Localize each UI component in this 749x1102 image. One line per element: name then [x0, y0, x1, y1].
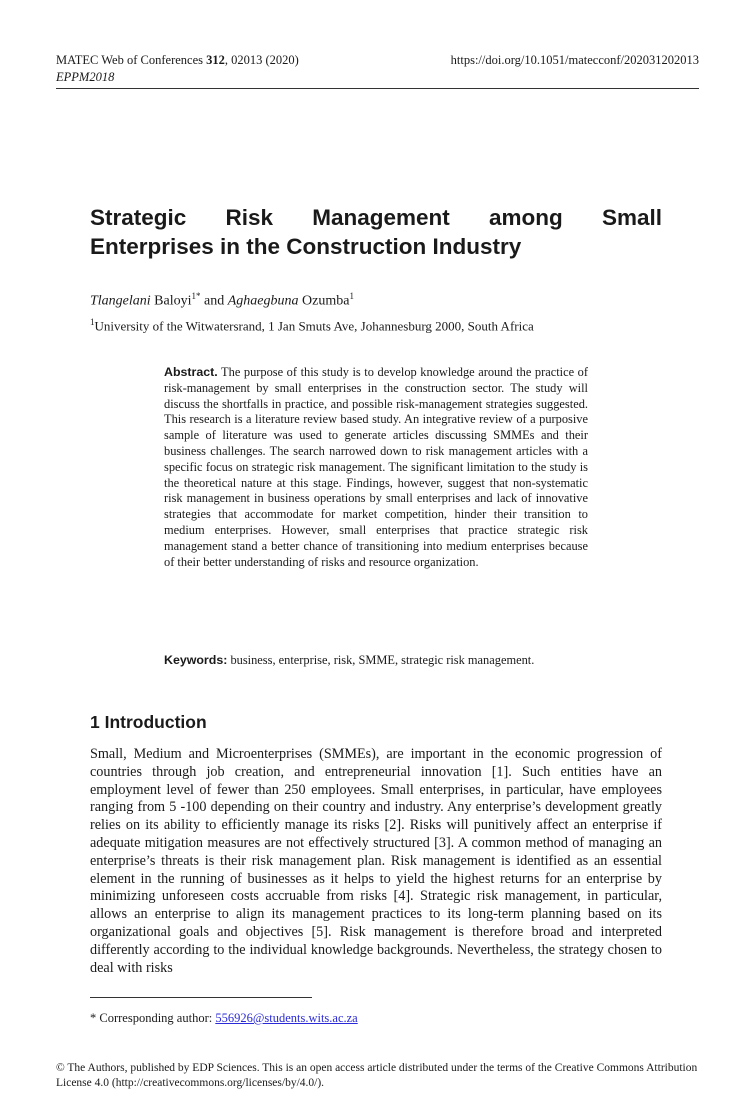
- author-2-family: Ozumba: [298, 293, 350, 309]
- title-line-1: Strategic Risk Management among Small: [90, 205, 662, 230]
- author-1-family: Baloyi: [150, 293, 192, 309]
- journal-citation: MATEC Web of Conferences 312, 02013 (2020): [56, 53, 299, 67]
- title-line-2: Enterprises in the Construction Industry: [90, 234, 522, 259]
- volume-number: 312: [206, 53, 225, 67]
- author-list: Tlangelani Baloyi$^{1*}$ and Aghaegbuna Ozumba$^1$: [90, 291, 354, 309]
- affiliation: $^1$University of the Witwatersrand, 1 Jan Smuts Ave, Johannesburg 2000, South Africa: [90, 317, 534, 334]
- author-1-affiliation-mark: 1*: [191, 291, 201, 301]
- running-header-left: [56, 52, 299, 86]
- conference-name: EPPM2018: [56, 70, 115, 84]
- keywords-label: Keywords:: [164, 653, 228, 667]
- keywords: [164, 652, 594, 668]
- license-notice: © The Authors, published by EDP Sciences. This is an open access article distributed under the terms of the Creative Commons Attribution License 4.0 (http://creativecommons.org/licenses/by/4.0/).: [56, 1062, 698, 1089]
- abstract-label: Abstract.: [164, 365, 218, 379]
- header-divider: [56, 88, 699, 89]
- section-heading: 1 Introduction: [90, 712, 207, 732]
- keywords-text: business, enterprise, risk, SMME, strategic risk management.: [227, 653, 535, 667]
- author-1-given: Tlangelani: [90, 293, 151, 309]
- footnote: * Corresponding author: 556926@students.wits.ac.za: [90, 1011, 358, 1025]
- doi-link[interactable]: https://doi.org/10.1051/matecconf/202031202013: [450, 53, 699, 67]
- footnote-divider: [90, 997, 312, 998]
- author-2-given: Aghaegbuna: [227, 293, 299, 309]
- abstract: [164, 365, 588, 570]
- introduction-paragraph: Small, Medium and Microenterprises (SMMEs), are important in the economic progression of countries through job creation, and entrepreneurial innovation [1]. Such entities have an employment level of fewer than 250 employees. Small enterprises, in particular, have employees ranging from 5 -100 depending on their country and industry. Any enterprise’s development greatly relies on its ability to efficiently manage its risks [2]. Risks will punitively affect an enterprise if adequate mitigation measures are not effectively structured [3]. A common method of managing an enterprise’s threats is their risk management plan. Risk management is identified as an essential element in the running of businesses as it helps to yield the highest returns for an enterprise by minimizing unforeseen costs accruable from risks [4]. Strategic risk management, in particular, allows an enterprise to align its management practices to its long-term planning based on its organizational goals and objectives [5]. Risk management is therefore broad and interpreted differently according to the individual knowledge backgrounds. Nevertheless, the strategy chosen to deal with risks: [90, 746, 662, 976]
- abstract-text: The purpose of this study is to develop knowledge around the practice of risk-management by small enterprises in the construction sector. The study will discuss the shortfalls in practice, and possible risk-management strategies suggested. This research is a literature review based study. An integrative review of a purposive sample of literature was used to generate articles discussing SMMEs and their business challenges. The search narrowed down to risk management articles with a specific focus on strategic risk management. The significant limitation to the study is the theoretical nature at this stage. Findings, however, suggest that non-systematic risk management in business operations by small enterprises and lack of innovative strategies that accommodate for market competition, hinder their transition to medium enterprises. However, small enterprises that practice strategic risk management stand a better chance of transitioning into medium enterprises because of their better understanding of risks and resource organization.: [164, 365, 588, 569]
- author-2-affiliation-mark: 1: [349, 291, 354, 301]
- author-email-link[interactable]: 556926@students.wits.ac.za: [215, 1011, 358, 1025]
- paper-title: [90, 203, 662, 261]
